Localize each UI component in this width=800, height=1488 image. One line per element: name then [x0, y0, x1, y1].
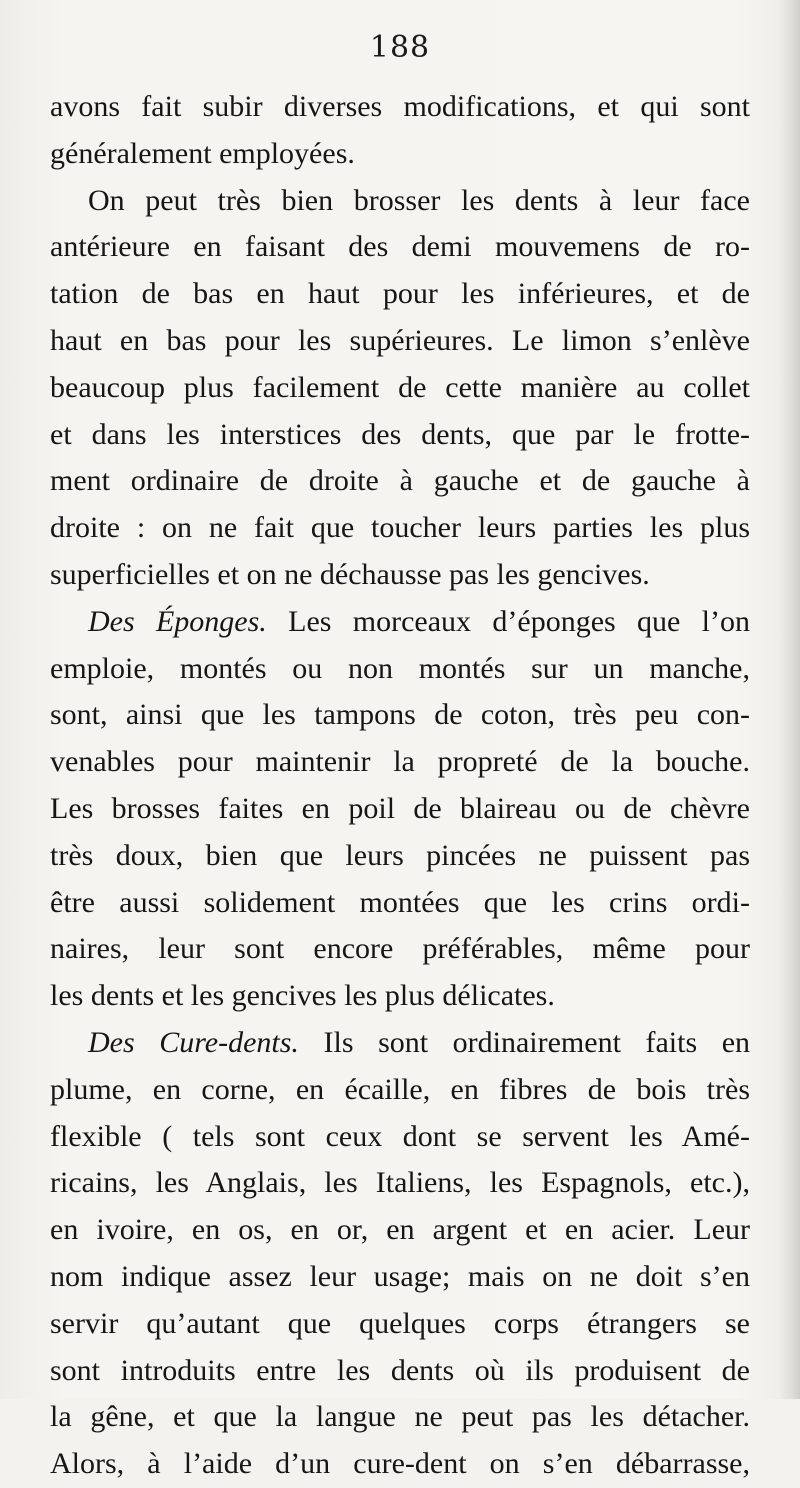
text-line: [50, 271, 750, 318]
line-text: sont, ainsi que les tampons de coton, très peu con-: [50, 698, 750, 732]
line-text: nom indique assez leur usage; mais on ne doit s’en: [50, 1259, 750, 1293]
line-text: tation de bas en haut pour les inférieures, et de: [50, 277, 750, 311]
line-text: ment ordinaire de droite à gauche et de gauche à: [50, 464, 750, 498]
text-line: [50, 224, 750, 271]
text-line: [50, 880, 750, 927]
line-text: emploie, montés ou non montés sur un manche,: [50, 651, 750, 685]
line-text: naires, leur sont encore préférables, même pour: [50, 932, 750, 966]
text-line: [50, 84, 750, 131]
line-text: Ils sont ordinairement faits en: [298, 1025, 750, 1059]
line-text: Les brosses faites en poil de blaireau ou de chèvre: [50, 791, 750, 825]
line-text: avons fait subir diverses modifications, et qui sont: [50, 90, 750, 123]
line-text: flexible ( tels sont ceux dont se servent les Amé-: [50, 1119, 750, 1153]
line-text: généralement employées.: [50, 136, 355, 170]
text-line: [50, 646, 750, 693]
text-line: [50, 1441, 750, 1488]
text-line: [50, 786, 750, 833]
text-line: [50, 692, 750, 739]
text-line: [50, 833, 750, 880]
line-text: en ivoire, en os, en or, en argent et en acier. Leur: [50, 1213, 750, 1247]
text-line: [50, 458, 750, 505]
text-line: [50, 1114, 750, 1161]
text-line: [50, 505, 750, 552]
line-text: plume, en corne, en écaille, en fibres de bois très: [50, 1072, 750, 1106]
line-text: ricains, les Anglais, les Italiens, les Espagnols, etc.),: [50, 1166, 750, 1200]
text-line: [50, 1394, 750, 1441]
line-text: être aussi solidement montées que les crins ordi-: [50, 885, 750, 919]
section-heading: Des Cure-dents.: [88, 1025, 299, 1059]
text-line: [50, 1067, 750, 1114]
line-text: la gêne, et que la langue ne peut pas les détacher.: [50, 1400, 750, 1434]
line-text: servir qu’autant que quelques corps étrangers se: [50, 1306, 750, 1340]
text-line: [50, 365, 750, 412]
text-line: [50, 1160, 750, 1207]
text-line: [50, 973, 750, 1020]
line-text: Les morceaux d’éponges que l’on: [266, 604, 750, 638]
line-text: les dents et les gencives les plus délicates.: [50, 979, 555, 1013]
page-number: 188: [369, 30, 431, 65]
line-text: beaucoup plus facilement de cette manière au collet: [50, 370, 750, 404]
line-text: superficielles et on ne déchausse pas les gencives.: [50, 557, 650, 591]
line-text: venables pour maintenir la propreté de la bouche.: [50, 745, 750, 779]
text-line: [50, 412, 750, 459]
text-line: [50, 1348, 750, 1395]
text-line: [50, 178, 750, 225]
line-text: très doux, bien que leurs pincées ne puissent pas: [50, 838, 750, 872]
text-line: [50, 552, 750, 599]
text-line: [50, 1301, 750, 1348]
line-text: haut en bas pour les supérieures. Le limon s’enlève: [50, 323, 750, 357]
body-text: [50, 84, 750, 1488]
line-text: et dans les interstices des dents, que par le frotte-: [50, 417, 750, 451]
text-line: [50, 1207, 750, 1254]
line-text: droite : on ne fait que toucher leurs parties les plus: [50, 511, 750, 545]
text-line: [50, 131, 750, 178]
line-text: Alors, à l’aide d’un cure-dent on s’en débarrasse,: [50, 1447, 750, 1481]
text-line: [50, 318, 750, 365]
text-line: [50, 926, 750, 973]
text-line: [50, 599, 750, 646]
section-heading: Des Éponges.: [88, 604, 267, 638]
text-line: [50, 1020, 750, 1067]
line-text: On peut très bien brosser les dents à leur face: [88, 183, 750, 217]
text-line: [50, 1254, 750, 1301]
line-text: antérieure en faisant des demi mouvemens de ro-: [50, 230, 750, 264]
line-text: sont introduits entre les dents où ils produisent de: [50, 1353, 750, 1387]
text-line: [50, 739, 750, 786]
